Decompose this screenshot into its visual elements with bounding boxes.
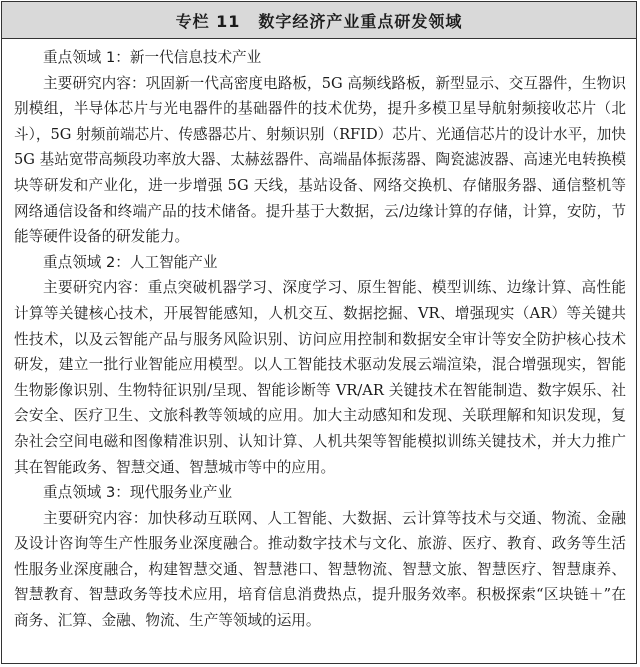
focus-area-title: 重点领域 1：新一代信息技术产业: [43, 49, 262, 66]
focus-area-3: [14, 480, 626, 634]
column-header: [2, 2, 636, 39]
focus-area-2: [14, 250, 626, 480]
focus-area-body: 主要研究内容：巩固新一代高密度电路板，5G 高频线路板，新型显示、交互器件，生物识别模组，半导体芯片与光电器件的基础器件的技术优势，提升多模卫星导航射频接收芯片（北斗），5G 射频前端芯片、传感器芯片、射频识别（RFID）芯片、光通信芯片的设计水平，加快 5G 基站宽带高频段功率放大器、太赫兹器件、高端晶体振荡器、陶瓷滤波器、高速光电转换模块等研发和产业化，进一步增强 5G 天线，基站设备、网络交换机、存储服务器、通信整机等网络通信设备和终端产品的技术储备。提升基于大数据，云/边缘计算的存储，计算，安防，节能等硬件设备的研发能力。: [14, 74, 626, 246]
column-title: 数字经济产业重点研发领域: [258, 11, 463, 31]
column-content: [2, 39, 636, 634]
column-label: 专栏 11: [175, 11, 241, 31]
focus-area-body: 主要研究内容：重点突破机器学习、深度学习、原生智能、模型训练、边缘计算、高性能计算等关键核心技术，开展智能感知，人机交互、数据挖掘、VR、增强现实（AR）等关键共性技术，以及云智能产品与服务风险识别、访问应用控制和数据安全审计等安全防护核心技术研发，建立一批行业智能应用模型。以人工智能技术驱动发展云端渲染，混合增强现实，智能生物影像识别、生物特征识别/呈现、智能诊断等 VR/AR 关键技术在智能制造、数字娱乐、社会安全、医疗卫生、文旅科教等领域的应用。加大主动感知和发现、关联理解和知识发现，复杂社会空间电磁和图像精准识别、认知计算、人机共架等智能模拟训练关键技术，并大力推广其在智能政务、智慧交通、智慧城市等中的应用。: [14, 279, 626, 476]
column-box: [1, 1, 637, 664]
focus-area-1: [14, 45, 626, 250]
focus-area-title: 重点领域 2：人工智能产业: [43, 253, 218, 271]
focus-area-body: 主要研究内容：加快移动互联网、人工智能、大数据、云计算等技术与交通、物流、金融及设计咨询等生产性服务业深度融合。推动数字技术与文化、旅游、医疗、教育、政务等生活性服务业深度融合，构建智慧交通、智慧港口、智慧物流、智慧文旅、智慧医疗、智慧康养、智慧教育、智慧政务等技术应用，培育信息消费热点，提升服务效率。积极探索“区块链＋”在商务、汇算、金融、物流、生产等领域的运用。: [14, 509, 626, 630]
focus-area-title: 重点领域 3：现代服务业产业: [43, 484, 233, 502]
